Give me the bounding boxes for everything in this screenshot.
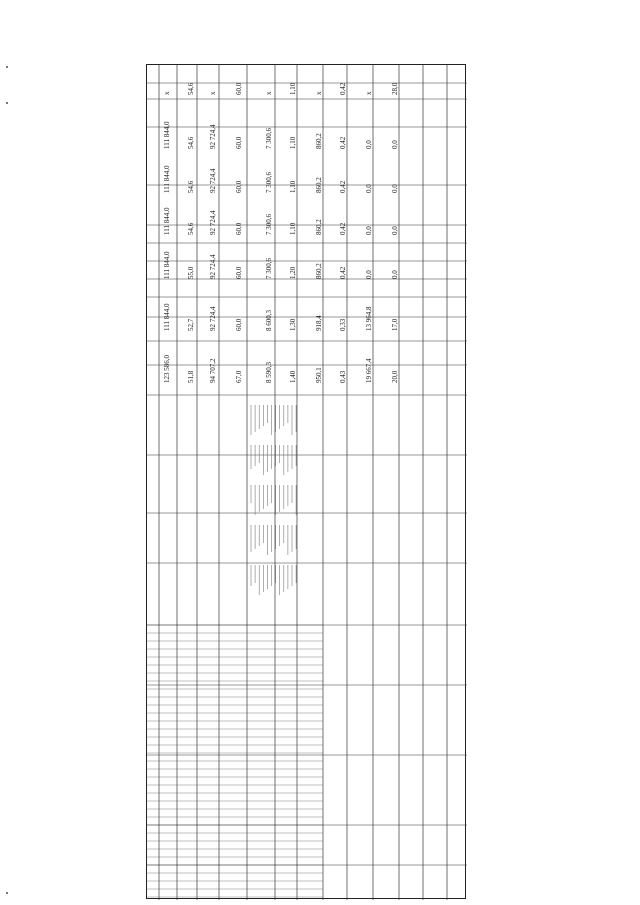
table-cell-value: 0,42 [339, 266, 347, 279]
table-cell-value: 54,6 [187, 82, 195, 95]
table-cell-value: 860,2 [315, 177, 323, 193]
table-cell-value: 1,10 [289, 82, 297, 95]
scan-mark [6, 66, 8, 68]
table-cell-value: 92 724,4 [209, 168, 217, 193]
table-cell-value: 111 844,0 [163, 251, 171, 279]
table-cell-value: 111 844,0 [163, 165, 171, 193]
table-cell-value: 94 707,2 [209, 358, 217, 383]
table-cell-value: 7 300,6 [265, 214, 273, 235]
table-cell-value: x [163, 91, 171, 95]
table-cell-value: 860,2 [315, 219, 323, 235]
table-cell-value: 0,0 [365, 184, 373, 193]
table-cell-value: 19 667,4 [365, 358, 373, 383]
table-cell-value: x [365, 91, 373, 95]
table-cell-value: 860,2 [315, 263, 323, 279]
table-cell-value: 55,0 [187, 266, 195, 279]
table-cell-value: 52,7 [187, 318, 195, 331]
table-cell-value: 0,0 [391, 270, 399, 279]
table-cell-value: 123 586,0 [163, 355, 171, 383]
table-cell-value: 1,30 [289, 318, 297, 331]
table-cell-value: 60,0 [235, 136, 243, 149]
table-cell-value: 0,0 [365, 140, 373, 149]
scan-mark [6, 102, 8, 104]
table-cell-value: 60,0 [235, 266, 243, 279]
table-cell-value: 7 300,6 [265, 258, 273, 279]
table-cell-value: x [209, 91, 217, 95]
table-cell-value: 0,42 [339, 82, 347, 95]
table-cell-value: 0,42 [339, 136, 347, 149]
table-cell-value: x [315, 91, 323, 95]
table-cell-value: 0,0 [365, 270, 373, 279]
table-cell-value: 60,0 [235, 318, 243, 331]
table-cell-value: 8 590,3 [265, 362, 273, 383]
table-cell-value: 28,0 [391, 82, 399, 95]
table-cell-value: 0,0 [391, 184, 399, 193]
table-cell-value: 111 844,0 [163, 303, 171, 331]
table-cell-value: 60,0 [235, 222, 243, 235]
scan-mark [6, 892, 8, 894]
table-cell-value: 0,33 [339, 318, 347, 331]
table-cell-value: 51,8 [187, 370, 195, 383]
budget-table [146, 64, 466, 899]
table-cell-value: 13 964,8 [365, 306, 373, 331]
table-grid [147, 65, 467, 900]
table-cell-value: 111 844,0 [163, 121, 171, 149]
table-cell-value: 1,10 [289, 222, 297, 235]
table-cell-value: 54,6 [187, 222, 195, 235]
table-cell-value: 92 724,4 [209, 124, 217, 149]
table-cell-value: 0,42 [339, 180, 347, 193]
table-cell-value: 1,40 [289, 370, 297, 383]
table-cell-value: 54,6 [187, 180, 195, 193]
table-cell-value: 0,0 [391, 226, 399, 235]
table-cell-value: 111 844,0 [163, 207, 171, 235]
table-cell-value: 1,10 [289, 180, 297, 193]
table-cell-value: 92 724,4 [209, 254, 217, 279]
table-cell-value: 1,10 [289, 136, 297, 149]
table-cell-value: 92 724,4 [209, 306, 217, 331]
table-cell-value: x [265, 91, 273, 95]
table-cell-value: 0,0 [391, 140, 399, 149]
table-cell-value: 7 300,6 [265, 172, 273, 193]
table-cell-value: 950,1 [315, 367, 323, 383]
table-cell-value: 860,2 [315, 133, 323, 149]
table-cell-value: 60,0 [235, 82, 243, 95]
table-cell-value: 60,0 [235, 180, 243, 193]
table-cell-value: 0,43 [339, 370, 347, 383]
table-cell-value: 54,6 [187, 136, 195, 149]
table-cell-value: 8 600,3 [265, 310, 273, 331]
table-cell-value: 0,42 [339, 222, 347, 235]
table-cell-value: 1,20 [289, 266, 297, 279]
table-cell-value: 7 300,6 [265, 128, 273, 149]
table-cell-value: 918,4 [315, 315, 323, 331]
table-cell-value: 17,0 [391, 318, 399, 331]
table-cell-value: 20,0 [391, 370, 399, 383]
table-cell-value: 92 724,4 [209, 210, 217, 235]
table-cell-value: 67,0 [235, 370, 243, 383]
table-cell-value: 0,0 [365, 226, 373, 235]
